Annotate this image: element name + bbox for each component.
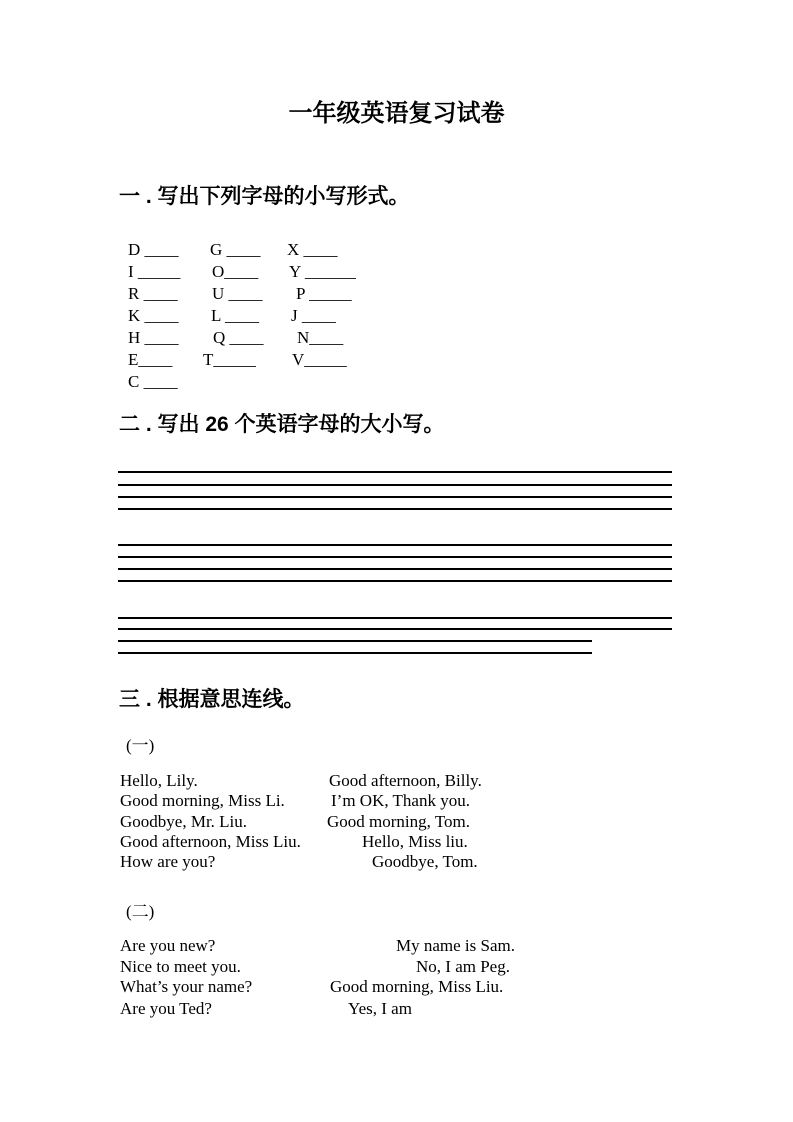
- writing-line: [118, 568, 672, 570]
- page-title: 一年级英语复习试卷: [288, 100, 505, 127]
- letter-cell: E____: [128, 350, 173, 369]
- writing-line: [118, 471, 672, 473]
- writing-line: [118, 617, 672, 619]
- match-right: Hello, Miss liu.: [362, 832, 468, 851]
- letter-cell: P _____: [296, 284, 352, 303]
- section3-heading: 三 . 根据意思连线。: [119, 688, 305, 711]
- section2-heading: 二 . 写出 26 个英语字母的大小写。: [119, 413, 445, 436]
- match-left: What’s your name?: [120, 977, 253, 996]
- match-right: Goodbye, Tom.: [372, 852, 478, 871]
- writing-line: [118, 652, 592, 654]
- letter-cell: O____: [212, 262, 259, 281]
- match-right: Good morning, Tom.: [327, 812, 470, 831]
- letter-cell: I _____: [128, 262, 181, 281]
- letter-cell: K ____: [128, 306, 179, 325]
- letter-cell: U ____: [212, 284, 263, 303]
- writing-line: [118, 544, 672, 546]
- letter-cell: R ____: [128, 284, 178, 303]
- letter-cell: J ____: [291, 306, 336, 325]
- writing-line: [118, 496, 672, 498]
- letter-cell: T_____: [203, 350, 256, 369]
- match-left: How are you?: [120, 852, 216, 871]
- letter-cell: X ____: [287, 240, 338, 259]
- letter-cell: V_____: [292, 350, 347, 369]
- letter-cell: L ____: [211, 306, 260, 325]
- letter-cell: Q ____: [213, 328, 264, 347]
- match-right: My name is Sam.: [396, 936, 515, 955]
- writing-line: [118, 508, 672, 510]
- match-right: Yes, I am: [348, 999, 412, 1018]
- match-left: Are you new?: [120, 936, 216, 955]
- writing-line: [118, 580, 672, 582]
- match-left: Hello, Lily.: [120, 771, 198, 790]
- match-right: I’m OK, Thank you.: [331, 791, 470, 810]
- match-right: Good morning, Miss Liu.: [330, 977, 504, 996]
- letter-cell: N____: [297, 328, 344, 347]
- writing-line: [118, 640, 592, 642]
- match-left: Good morning, Miss Li.: [120, 791, 285, 810]
- match-right: No, I am Peg.: [416, 957, 510, 976]
- match-left: Nice to meet you.: [120, 957, 241, 976]
- match-right: Good afternoon, Billy.: [329, 771, 482, 790]
- writing-line: [118, 484, 672, 486]
- match-left: Goodbye, Mr. Liu.: [120, 812, 248, 831]
- part1-label: (一): [126, 736, 155, 755]
- letter-cell: D ____: [128, 240, 179, 259]
- part2-label: (二): [126, 902, 155, 921]
- letter-cell: Y ______: [289, 262, 356, 281]
- match-left: Good afternoon, Miss Liu.: [120, 832, 301, 851]
- match-left: Are you Ted?: [120, 999, 212, 1018]
- letter-cell: C ____: [128, 372, 178, 391]
- writing-line: [118, 556, 672, 558]
- letter-cell: G ____: [210, 240, 261, 259]
- section1-heading: 一 . 写出下列字母的小写形式。: [119, 185, 410, 208]
- letter-cell: H ____: [128, 328, 179, 347]
- writing-line: [118, 628, 672, 630]
